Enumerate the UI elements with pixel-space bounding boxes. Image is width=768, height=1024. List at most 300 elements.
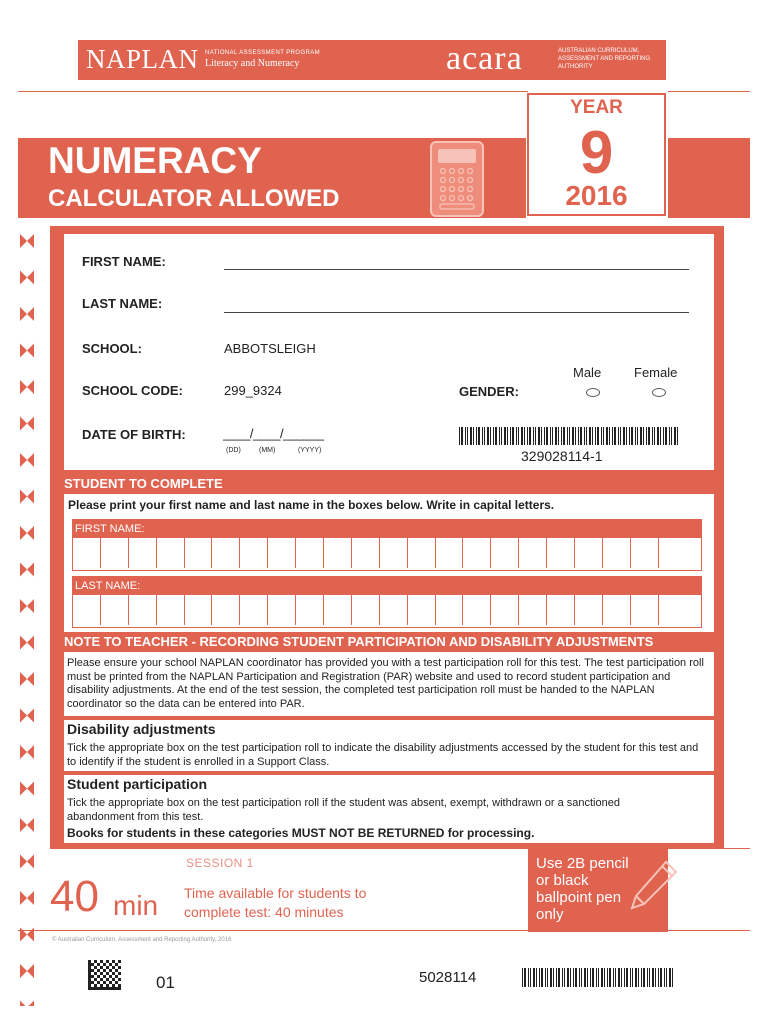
acara-logo: acara	[446, 40, 523, 77]
letter-cell[interactable]	[547, 595, 575, 625]
letter-cell[interactable]	[101, 538, 129, 568]
barcode-bar	[563, 427, 565, 445]
datamatrix-cell	[106, 978, 109, 981]
datamatrix-cell	[88, 972, 91, 975]
datamatrix-cell	[118, 960, 121, 963]
barcode-bar	[567, 427, 568, 445]
zigzag-mark	[20, 271, 34, 285]
letter-cell[interactable]	[324, 538, 352, 568]
barcode-bar	[484, 427, 485, 445]
barcode-bar	[567, 968, 569, 987]
datamatrix-cell	[100, 984, 103, 987]
barcode-bar	[649, 968, 650, 987]
barcode-bar	[637, 427, 638, 445]
datamatrix-cell	[91, 975, 94, 978]
school-code-value: 299_9324	[224, 383, 282, 398]
barcode-bar	[467, 427, 468, 445]
barcode-bar	[626, 968, 628, 987]
datamatrix-cell	[94, 987, 97, 990]
divider	[18, 91, 528, 92]
naplan-logo: NAPLAN	[86, 44, 199, 74]
datamatrix-cell	[94, 978, 97, 981]
barcode-bar	[635, 427, 636, 445]
barcode-bar	[601, 968, 603, 987]
datamatrix-cell	[109, 969, 112, 972]
school-value: ABBOTSLEIGH	[224, 341, 316, 356]
datamatrix-cell	[112, 960, 115, 963]
datamatrix-cell	[106, 966, 109, 969]
first-name-line[interactable]	[224, 269, 689, 270]
year-date: 2016	[565, 180, 628, 211]
teacher-section-heading: NOTE TO TEACHER - RECORDING STUDENT PARTICIPATION AND DISABILITY ADJUSTMENTS	[64, 634, 654, 649]
datamatrix-cell	[91, 987, 94, 990]
yyyy-hint: (YYYY)	[298, 447, 322, 454]
barcode-bar	[663, 427, 664, 445]
barcode-bar	[541, 968, 543, 987]
barcode-bar	[465, 427, 466, 445]
first-name-box-label: FIRST NAME:	[73, 520, 701, 538]
barcode-bar	[647, 968, 648, 987]
barcode-bar	[538, 427, 540, 445]
last-name-box[interactable]	[72, 576, 702, 628]
barcode-number: 329028114-1	[521, 448, 603, 464]
barcode-bar	[504, 427, 506, 445]
barcode-bar	[609, 968, 611, 987]
zigzag-mark	[20, 672, 34, 686]
barcode-bar	[674, 427, 676, 445]
barcode-bar	[487, 427, 489, 445]
barcode-bar	[621, 968, 622, 987]
datamatrix-cell	[88, 984, 91, 987]
datamatrix-cell	[115, 963, 118, 966]
year-label: YEAR	[570, 97, 623, 118]
zigzag-mark	[20, 307, 34, 321]
barcode-bar	[581, 968, 582, 987]
barcode-bar	[499, 427, 500, 445]
barcode-bar	[629, 427, 630, 445]
barcode-bar	[652, 968, 654, 987]
datamatrix-cell	[100, 966, 103, 969]
datamatrix-cell	[115, 987, 118, 990]
barcode-bar	[535, 427, 536, 445]
divider	[18, 930, 750, 931]
barcode-bar	[473, 427, 474, 445]
barcode-bar	[522, 968, 523, 987]
barcode-bar	[570, 968, 571, 987]
test-subtitle: CALCULATOR ALLOWED	[48, 185, 340, 212]
letter-cell[interactable]	[603, 538, 631, 568]
copyright: © Australian Curriculum, Assessment and Reporting Authority, 2016	[52, 937, 232, 943]
barcode-bar	[476, 427, 477, 445]
barcode-bar	[618, 968, 620, 987]
barcode-bar	[482, 427, 483, 445]
datamatrix-cell	[103, 987, 106, 990]
datamatrix-code	[88, 960, 122, 990]
barcode-bar	[501, 427, 502, 445]
barcode-bar	[613, 968, 614, 987]
barcode-bar	[550, 427, 551, 445]
barcode-bar	[648, 427, 650, 445]
barcode-bar	[589, 427, 591, 445]
datamatrix-cell	[118, 984, 121, 987]
barcode-bar	[575, 968, 577, 987]
letter-cell[interactable]	[296, 538, 324, 568]
barcode-bar	[527, 427, 528, 445]
datamatrix-cell	[100, 978, 103, 981]
barcode-bar	[631, 427, 633, 445]
datamatrix-cell	[103, 963, 106, 966]
school-code-label: SCHOOL CODE:	[82, 383, 183, 398]
barcode-bar	[587, 968, 588, 987]
naplan-program-label: NATIONAL ASSESSMENT PROGRAM	[205, 50, 321, 56]
barcode-bar	[530, 968, 531, 987]
barcode-bar	[664, 968, 665, 987]
barcode-bar	[529, 427, 531, 445]
barcode-bar	[569, 427, 570, 445]
session-label: SESSION 1	[186, 856, 254, 870]
barcode-bar	[657, 427, 659, 445]
letter-cell[interactable]	[603, 595, 631, 625]
barcode-bar	[669, 427, 670, 445]
participation-text: Tick the appropriate box on the test participation roll if the student was absent, exempt, withdrawn or a sanctioned abandonment from this test.	[67, 797, 620, 823]
datamatrix-cell	[94, 966, 97, 969]
datamatrix-cell	[103, 975, 106, 978]
barcode-bar	[660, 968, 662, 987]
zigzag-mark	[20, 526, 34, 540]
zigzag-mark	[20, 599, 34, 613]
barcode-bar	[478, 427, 480, 445]
letter-cell[interactable]	[129, 538, 157, 568]
participation-warning-end: for processing.	[444, 826, 535, 840]
datamatrix-cell	[100, 987, 103, 990]
letter-cell[interactable]	[324, 595, 352, 625]
letter-cell[interactable]	[185, 595, 213, 625]
letter-cell[interactable]	[380, 595, 408, 625]
participation-heading: Student participation	[67, 776, 207, 792]
letter-cell[interactable]	[380, 538, 408, 568]
barcode-bar	[665, 427, 667, 445]
barcode-bar	[555, 427, 557, 445]
barcode-bar	[547, 968, 548, 987]
zigzag-mark	[20, 453, 34, 467]
zigzag-border	[18, 226, 36, 1006]
zigzag-mark	[20, 234, 34, 248]
zigzag-mark	[20, 490, 34, 504]
letter-cell[interactable]	[240, 595, 268, 625]
last-name-cells[interactable]	[73, 595, 701, 625]
datamatrix-cell	[94, 972, 97, 975]
footer-number: 5028114	[419, 969, 477, 986]
time-available-text: Time available for students to complete test: 40 minutes	[184, 885, 367, 920]
letter-cell[interactable]	[157, 538, 185, 568]
barcode-bar	[579, 968, 580, 987]
datamatrix-cell	[91, 969, 94, 972]
barcode-bar	[553, 968, 554, 987]
letter-cell[interactable]	[157, 595, 185, 625]
barcode-bar	[536, 968, 537, 987]
time-unit: min	[113, 890, 159, 921]
letter-cell[interactable]	[659, 595, 687, 625]
barcode-bar	[533, 427, 534, 445]
barcode-bar	[606, 427, 608, 445]
barcode-bar	[652, 427, 653, 445]
letter-cell[interactable]	[212, 538, 240, 568]
barcode-bar	[584, 427, 585, 445]
barcode-bar	[660, 427, 661, 445]
barcode-bar	[677, 427, 678, 445]
barcode-bar	[638, 968, 639, 987]
zigzag-mark	[20, 563, 34, 577]
last-name-label: LAST NAME:	[82, 296, 163, 311]
barcode-bar	[630, 968, 631, 987]
datamatrix-cell	[94, 960, 97, 963]
first-name-box[interactable]	[72, 519, 702, 571]
barcode-bar	[598, 968, 599, 987]
barcode-bar	[655, 968, 656, 987]
title-band-right	[668, 138, 750, 218]
barcode-bar	[524, 427, 525, 445]
barcode-bar	[584, 968, 586, 987]
datamatrix-cell	[106, 987, 109, 990]
datamatrix-cell	[106, 972, 109, 975]
barcode-bar	[586, 427, 587, 445]
letter-cell[interactable]	[659, 538, 687, 568]
male-label: Male	[573, 365, 602, 380]
letter-cell[interactable]	[519, 538, 547, 568]
letter-cell[interactable]	[352, 538, 380, 568]
last-name-line[interactable]	[224, 312, 689, 313]
disability-heading: Disability adjustments	[67, 721, 216, 737]
barcode-bar	[545, 968, 546, 987]
datamatrix-cell	[118, 978, 121, 981]
datamatrix-cell	[88, 966, 91, 969]
page-code: 01	[156, 973, 175, 992]
barcode-bar	[641, 968, 642, 987]
barcode-bar	[533, 968, 535, 987]
dob-field[interactable]: ____/____/______	[223, 426, 324, 441]
datamatrix-cell	[112, 984, 115, 987]
letter-cell[interactable]	[240, 538, 268, 568]
barcode-bar	[490, 427, 491, 445]
datamatrix-cell	[97, 963, 100, 966]
barcode-bar	[632, 968, 633, 987]
datamatrix-cell	[112, 966, 115, 969]
datamatrix-cell	[88, 963, 91, 966]
barcode-bar	[658, 968, 659, 987]
first-name-cells[interactable]	[73, 538, 701, 568]
barcode-bar	[558, 968, 560, 987]
barcode-bar	[539, 968, 540, 987]
barcode-bar	[592, 968, 594, 987]
zigzag-mark	[20, 782, 34, 796]
letter-cell[interactable]	[547, 538, 575, 568]
letter-cell[interactable]	[408, 538, 436, 568]
datamatrix-cell	[88, 978, 91, 981]
footer-barcode	[522, 968, 676, 987]
letter-cell[interactable]	[73, 595, 101, 625]
dd-hint: (DD)	[226, 447, 241, 454]
barcode-bar	[580, 427, 582, 445]
dob-label: DATE OF BIRTH:	[82, 427, 186, 442]
barcode-bar	[671, 427, 672, 445]
year-number: 9	[579, 119, 614, 186]
barcode-bar	[666, 968, 667, 987]
male-radio[interactable]	[586, 388, 600, 397]
barcode-bar	[558, 427, 559, 445]
barcode-bar	[550, 968, 552, 987]
barcode-bar	[604, 968, 605, 987]
datamatrix-cell	[118, 987, 121, 990]
barcode-bar	[640, 427, 642, 445]
barcode-bar	[516, 427, 517, 445]
barcode-bar	[461, 427, 463, 445]
barcode-bar	[654, 427, 655, 445]
barcode-bar	[561, 427, 562, 445]
letter-cell[interactable]	[212, 595, 240, 625]
zigzag-mark	[20, 964, 34, 978]
barcode-bar	[521, 427, 523, 445]
barcode-bar	[623, 427, 625, 445]
letter-cell[interactable]	[575, 595, 603, 625]
barcode-bar	[512, 427, 514, 445]
datamatrix-cell	[88, 969, 91, 972]
letter-cell[interactable]	[491, 538, 519, 568]
participation-warning	[67, 826, 534, 840]
datamatrix-cell	[91, 981, 94, 984]
zigzag-mark	[20, 891, 34, 905]
letter-cell[interactable]	[101, 595, 129, 625]
barcode-bar	[541, 427, 542, 445]
letter-cell[interactable]	[352, 595, 380, 625]
letter-cell[interactable]	[408, 595, 436, 625]
letter-cell[interactable]	[631, 595, 659, 625]
datamatrix-cell	[97, 987, 100, 990]
barcode-bar	[510, 427, 511, 445]
barcode-bar	[643, 427, 644, 445]
zigzag-mark	[20, 380, 34, 394]
barcode-bar	[607, 968, 608, 987]
barcode-bar	[609, 427, 610, 445]
female-radio[interactable]	[652, 388, 666, 397]
datamatrix-cell	[109, 987, 112, 990]
first-name-label: FIRST NAME:	[82, 254, 166, 269]
acara-subtitle: AUSTRALIAN CURRICULUM, ASSESSMENT AND REPORTING AUTHORITY	[558, 48, 651, 70]
datamatrix-cell	[97, 981, 100, 984]
letter-cell[interactable]	[73, 538, 101, 568]
student-instruction: Please print your first name and last name in the boxes below. Write in capital letters.	[68, 498, 555, 512]
barcode-bar	[620, 427, 621, 445]
female-label: Female	[634, 365, 678, 380]
participation-warning-bold: Books for students in these categories MUST NOT BE RETURNED	[67, 826, 445, 840]
datamatrix-cell	[100, 960, 103, 963]
barcode-bar	[612, 427, 613, 445]
letter-cell[interactable]	[631, 538, 659, 568]
barcode-bar	[615, 968, 616, 987]
datamatrix-cell	[106, 960, 109, 963]
barcode-bar	[564, 968, 565, 987]
zigzag-mark	[20, 636, 34, 650]
barcode-bar	[518, 427, 519, 445]
datamatrix-cell	[109, 963, 112, 966]
datamatrix-cell	[88, 960, 91, 963]
barcode-bar	[562, 968, 563, 987]
barcode-bar	[601, 427, 602, 445]
datamatrix-cell	[118, 966, 121, 969]
datamatrix-cell	[112, 972, 115, 975]
datamatrix-cell	[88, 987, 91, 990]
datamatrix-cell	[103, 981, 106, 984]
datamatrix-cell	[109, 975, 112, 978]
barcode-bar	[575, 427, 576, 445]
teacher-note-text: Please ensure your school NAPLAN coordinator has provided you with a test participation roll for this test. The test participation roll must be printed from the NAPLAN Participation and Registration (PAR) website and used to record student participation and disability adjustments. At the end of the test session, the completed test participation roll must be handed to the NAPLAN coordinator so the data can be entered into PAR.	[67, 657, 704, 710]
disability-text: Tick the appropriate box on the test participation roll to indicate the disability adjustments accessed by the student for this test and to identify if the student is enrolled in a Support Class.	[67, 742, 699, 768]
pencil-icon	[622, 858, 680, 918]
barcode-bar	[646, 427, 647, 445]
letter-cell[interactable]	[491, 595, 519, 625]
letter-cell[interactable]	[575, 538, 603, 568]
pencil-instruction-text: Use 2B pencil or black ballpoint pen only	[536, 855, 629, 923]
barcode-bar	[669, 968, 671, 987]
last-name-box-label: LAST NAME:	[73, 577, 701, 595]
barcode-bar	[603, 427, 604, 445]
letter-cell[interactable]	[519, 595, 547, 625]
zigzag-mark	[20, 855, 34, 869]
datamatrix-cell	[100, 972, 103, 975]
datamatrix-cell	[94, 984, 97, 987]
datamatrix-cell	[109, 981, 112, 984]
barcode-bar	[626, 427, 627, 445]
barcode-bar	[590, 968, 591, 987]
barcode	[459, 427, 681, 445]
test-title: NUMERACY	[48, 140, 262, 181]
letter-cell[interactable]	[129, 595, 157, 625]
datamatrix-cell	[106, 984, 109, 987]
datamatrix-cell	[88, 981, 91, 984]
letter-cell[interactable]	[185, 538, 213, 568]
letter-cell[interactable]	[436, 595, 464, 625]
datamatrix-cell	[112, 978, 115, 981]
letter-cell[interactable]	[463, 595, 491, 625]
mm-hint: (MM)	[259, 447, 276, 454]
letter-cell[interactable]	[268, 595, 296, 625]
barcode-bar	[572, 427, 574, 445]
datamatrix-cell	[115, 975, 118, 978]
barcode-bar	[624, 968, 625, 987]
school-label: SCHOOL:	[82, 341, 142, 356]
datamatrix-cell	[112, 987, 115, 990]
zigzag-mark	[20, 417, 34, 431]
zigzag-mark	[20, 709, 34, 723]
barcode-bar	[573, 968, 574, 987]
letter-cell[interactable]	[268, 538, 296, 568]
barcode-bar	[614, 427, 616, 445]
barcode-bar	[544, 427, 545, 445]
letter-cell[interactable]	[436, 538, 464, 568]
datamatrix-cell	[115, 969, 118, 972]
letter-cell[interactable]	[296, 595, 324, 625]
datamatrix-cell	[115, 981, 118, 984]
barcode-bar	[597, 427, 599, 445]
barcode-bar	[595, 427, 596, 445]
zigzag-mark	[20, 745, 34, 759]
barcode-bar	[556, 968, 557, 987]
barcode-bar	[528, 968, 529, 987]
letter-cell[interactable]	[463, 538, 491, 568]
barcode-bar	[459, 427, 460, 445]
barcode-bar	[672, 968, 673, 987]
barcode-bar	[635, 968, 637, 987]
barcode-bar	[546, 427, 548, 445]
